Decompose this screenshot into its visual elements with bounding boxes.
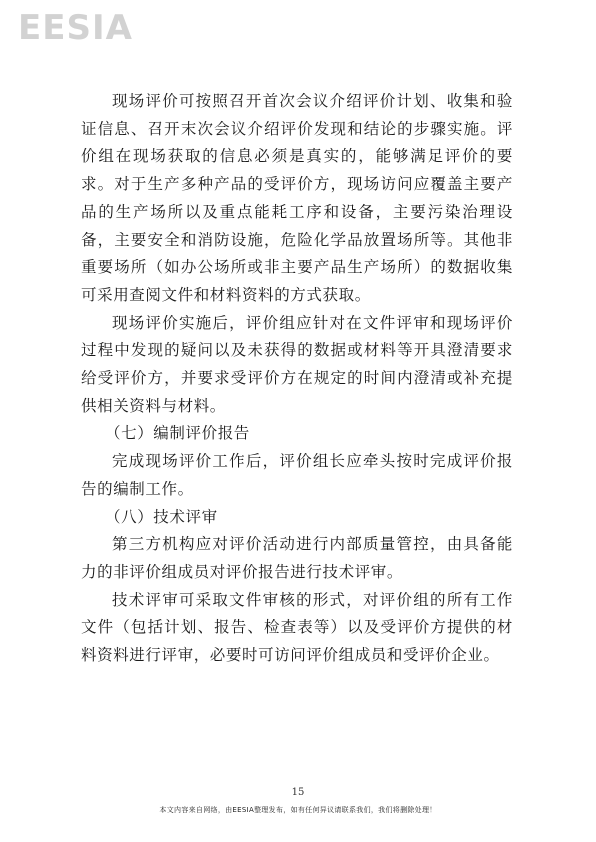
paragraph-onsite-evaluation-steps: 现场评价可按照召开首次会议介绍评价计划、收集和验证信息、召开末次会议介绍评价发现和结论的步骤实施。评价组在现场获取的信息必须是真实的，能够满足评价的要求。对于生产多种产品的受评价方，现场访问应覆盖主要产品的生产场所以及重点能耗工序和设备，主要污染治理设备，主要安全和消防设施，危险化学品放置场所等。其他非重要场所（如办公场所或非主要产品生产场所）的数据收集可采用查阅文件和材料资料的方式获取。 [81, 92, 513, 304]
paragraph-review-method: 技术评审可采取文件审核的形式，对评价组的所有工作文件（包括计划、报告、检查表等）以及受评价方提供的材料资料进行评审，必要时可访问评价组成员和受评价企业。 [81, 590, 513, 665]
eesia-logo: EESIA [18, 8, 133, 48]
footer-disclaimer: 本文内容来自网络，由EESIA整理发布，如有任何异议请联系我们，我们将删除处理！ [159, 806, 437, 814]
paragraph-clarification-requirements: 现场评价实施后，评价组应针对在文件评审和现场评价过程中发现的疑问以及未获得的数据或材料等开具澄清要求给受评价方，并要求受评价方在规定的时间内澄清或补充提供相关资料与材料。 [81, 313, 513, 415]
paragraph-quality-control: 第三方机构应对评价活动进行内部质量管控，由具备能力的非评价组成员对评价报告进行技术评审。 [81, 535, 513, 581]
document-body [81, 88, 513, 670]
section-heading-compile-report: （七）编制评价报告 [105, 424, 250, 443]
section-heading-technical-review: （八）技术评审 [105, 507, 218, 526]
paragraph-report-compilation: 完成现场评价工作后，评价组长应牵头按时完成评价报告的编制工作。 [81, 452, 513, 498]
page-number: 15 [291, 787, 305, 798]
